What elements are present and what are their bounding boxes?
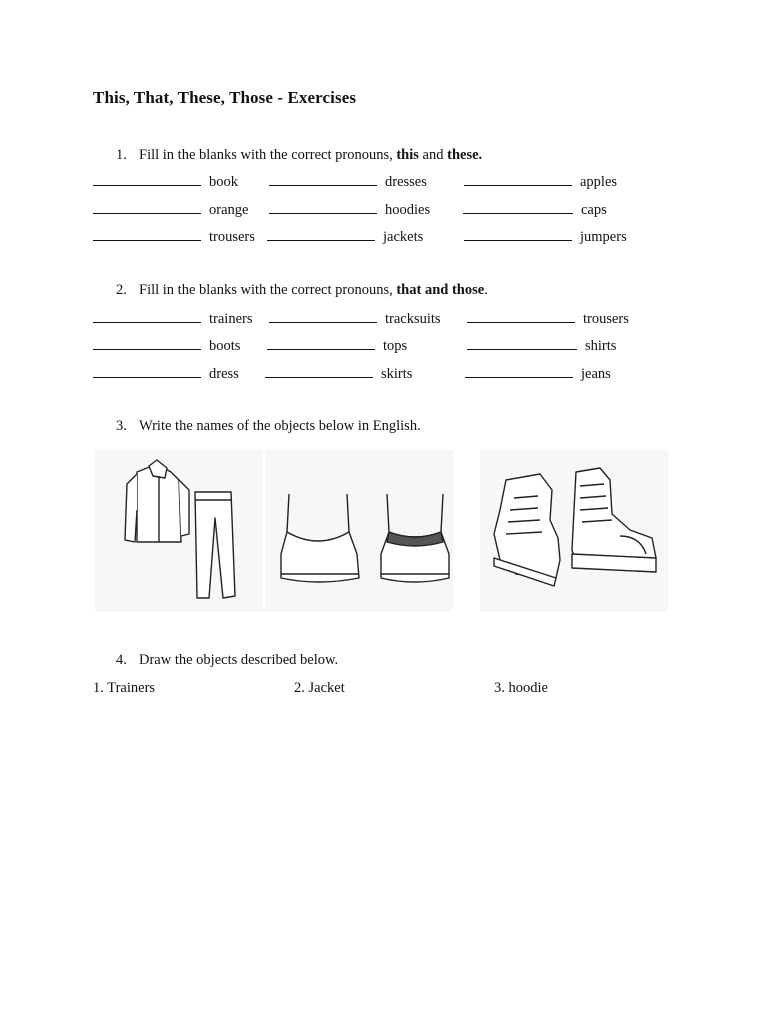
blank-line[interactable] (463, 201, 573, 214)
word: trousers (209, 229, 255, 245)
blank-line[interactable] (267, 337, 375, 350)
exercise-number: 3. (116, 418, 127, 434)
fill-item[interactable] (93, 172, 238, 192)
blank-line[interactable] (464, 228, 572, 241)
exercise-number: 2. (116, 282, 127, 298)
worksheet-title: This, That, These, Those - Exercises (93, 88, 357, 107)
blank-line[interactable] (269, 173, 377, 186)
fill-item[interactable] (467, 336, 616, 356)
blank-line[interactable] (464, 173, 572, 186)
exercise-2-row (0, 336, 768, 356)
blank-line[interactable] (93, 310, 201, 323)
word: hoodies (385, 202, 431, 218)
boots-drawing (480, 450, 668, 612)
blank-line[interactable] (93, 228, 201, 241)
tracksuit-drawing (95, 450, 263, 612)
fill-item[interactable] (463, 200, 607, 220)
fill-item[interactable] (93, 200, 248, 220)
blank-line[interactable] (267, 228, 375, 241)
instruction-text: Fill in the blanks with the correct pronouns, (139, 147, 397, 163)
exercise-4-instruction (116, 652, 338, 669)
fill-item[interactable] (464, 172, 617, 192)
draw-item: 3. hoodie (494, 680, 548, 696)
tracksuit-image (95, 450, 263, 612)
exercise-number: 4. (116, 652, 127, 668)
word: apples (580, 174, 618, 190)
blank-line[interactable] (467, 337, 577, 350)
fill-item[interactable] (464, 227, 627, 247)
draw-item: 1. Trainers (93, 680, 156, 696)
word: jumpers (580, 229, 627, 245)
exercise-1-row (0, 172, 768, 192)
exercise-2-row (0, 364, 768, 384)
word: trousers (583, 311, 629, 327)
word: tops (383, 338, 408, 354)
word: dress (209, 366, 239, 382)
fill-item[interactable] (265, 364, 412, 384)
draw-item: 2. Jacket (294, 680, 345, 696)
instruction-text: Draw the objects described below. (139, 652, 339, 668)
instruction-text: and (418, 147, 448, 163)
instruction-text: . (484, 282, 488, 298)
blank-line[interactable] (465, 365, 573, 378)
fill-item[interactable] (93, 336, 240, 356)
word: jackets (383, 229, 424, 245)
boots-image (480, 450, 668, 612)
word: tracksuits (385, 311, 441, 327)
fill-item[interactable] (267, 227, 423, 247)
blank-line[interactable] (93, 173, 201, 186)
instruction-bold: this (396, 147, 419, 163)
exercise-1-row (0, 227, 768, 247)
fill-item[interactable] (93, 227, 255, 247)
blank-line[interactable] (269, 201, 377, 214)
word: orange (209, 202, 249, 218)
fill-item[interactable] (93, 309, 252, 329)
word: skirts (381, 366, 413, 382)
blank-line[interactable] (269, 310, 377, 323)
instruction-text: Fill in the blanks with the correct pronouns, (139, 282, 397, 298)
exercise-1-row (0, 200, 768, 220)
fill-item[interactable] (467, 309, 629, 329)
blank-line[interactable] (93, 201, 201, 214)
word: dresses (385, 174, 427, 190)
word: book (209, 174, 238, 190)
fill-item[interactable] (267, 336, 407, 356)
fill-item[interactable] (465, 364, 611, 384)
word: shirts (585, 338, 617, 354)
exercise-2-instruction (116, 282, 488, 299)
blank-line[interactable] (467, 310, 575, 323)
word: boots (209, 338, 241, 354)
exercise-1-instruction (116, 147, 482, 164)
word: caps (581, 202, 607, 218)
exercise-number: 1. (116, 147, 127, 163)
instruction-text: Write the names of the objects below in English. (139, 418, 421, 434)
fill-item[interactable] (93, 364, 239, 384)
blank-line[interactable] (265, 365, 373, 378)
instruction-bold: these. (447, 147, 483, 163)
fill-item[interactable] (269, 200, 430, 220)
crop-tops-drawing (265, 450, 453, 612)
fill-item[interactable] (269, 309, 441, 329)
word: jeans (581, 366, 611, 382)
crop-tops-image (265, 450, 453, 612)
exercise-2-row (0, 309, 768, 329)
blank-line[interactable] (93, 365, 201, 378)
blank-line[interactable] (93, 337, 201, 350)
exercise-3-instruction (116, 418, 421, 435)
fill-item[interactable] (269, 172, 427, 192)
word: trainers (209, 311, 253, 327)
instruction-bold: that and those (396, 282, 485, 298)
